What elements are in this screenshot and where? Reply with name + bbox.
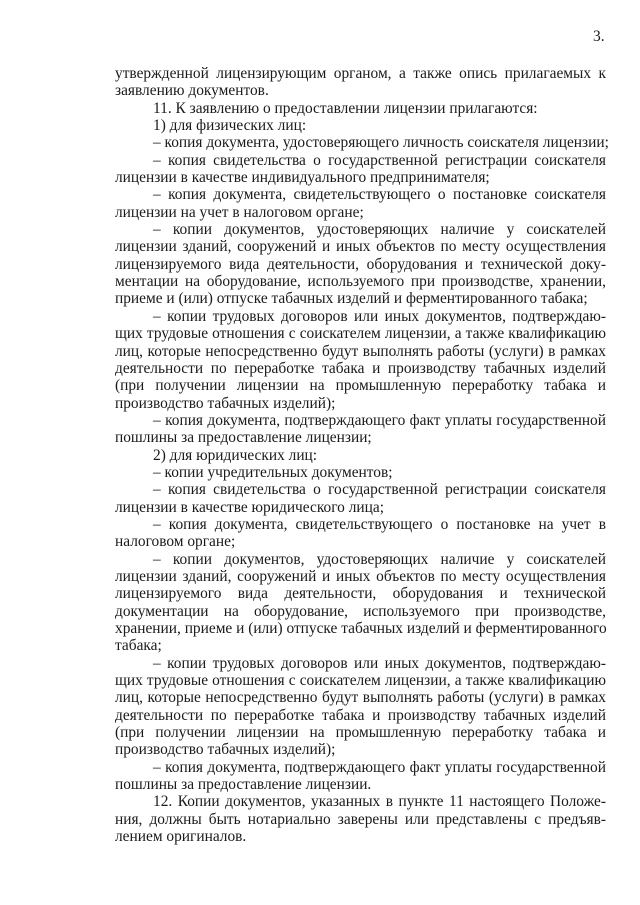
paragraph [115,464,606,481]
text-line: заявлению документов. [115,82,269,100]
text-line: 11. К заявлению о предоставлении лицензии прилагаются: [153,99,538,117]
text-line: – копии трудовых договоров или иных документов, подтверждаю- [153,307,606,325]
paragraph [115,100,606,117]
text-line: лицензии зданий, сооружений и иных объектов по месту осуществления [115,567,606,585]
paragraph [115,412,606,447]
text-line: деятельности по переработке табака и производству табачных изделий [115,359,606,377]
document-body [115,65,609,846]
text-line: приеме и (или) отпуске табачных изделий и ферментированного табака; [115,290,588,308]
text-line: 2) для юридических лиц: [153,446,318,464]
text-line: производство табачных изделий); [115,741,336,759]
text-line: – копия свидетельства о государственной регистрации соискателя [153,481,606,499]
text-line: щих трудовые отношения с соискателем лицензии, а также квалификацию [115,672,606,690]
paragraph [115,117,606,134]
paragraph [115,186,606,221]
paragraph [115,759,606,794]
text-line: (при получении лицензии на промышленную переработку табака и [115,377,606,395]
text-line: лением оригиналов. [115,828,247,846]
page-number: 3. [593,28,605,45]
text-line: – копия документа, подтверждающего факт уплаты государственной [153,758,606,776]
text-line: – копии учредительных документов; [153,463,393,481]
text-line: лицензии в качестве индивидуального предпринимателя; [115,169,490,187]
text-line: лицензии зданий, сооружений и иных объектов по месту осуществления [115,238,606,256]
text-line: лицензируемого вида деятельности, оборудования и технической доку- [115,255,606,273]
text-line: – копии документов, удостоверяющих наличие у соискателей [153,550,606,568]
paragraph [115,481,606,516]
paragraph [115,447,606,464]
text-line: (при получении лицензии на промышленную переработку табака и [115,724,606,742]
text-line: деятельности по переработке табака и производству табачных изделий [115,706,606,724]
paragraph [115,65,606,100]
paragraph [115,551,606,655]
text-line: 1) для физических лиц: [153,117,307,135]
text-line: – копия свидетельства о государственной регистрации соискателя [153,151,606,169]
text-line: лицензии в качестве юридического лица; [115,498,384,516]
text-line: лицензии на учет в налоговом органе; [115,203,364,221]
text-line: – копия документа, свидетельствующего о постановке соискателя [153,186,606,204]
paragraph [115,308,606,412]
text-line: табака; [115,637,162,655]
paragraph [115,221,606,308]
paragraph [115,152,606,187]
paragraph [115,793,606,845]
text-line: – копии трудовых договоров или иных документов, подтверждаю- [153,654,606,672]
text-line: производство табачных изделий); [115,394,336,412]
text-line: лиц, которые непосредственно будут выполнять работы (услуги) в рамках [115,689,606,707]
text-line: утвержденной лицензирующим органом, а также опись прилагаемых к [115,65,606,82]
text-line: ния, должны быть нотариально заверены или представлены с предъяв- [115,810,606,828]
paragraph [115,134,609,152]
text-line: лицензируемого вида деятельности, оборудования и технической [115,585,606,603]
text-line: пошлины за предоставление лицензии. [115,776,372,794]
paragraph [115,655,606,759]
text-line: 12. Копии документов, указанных в пункте 11 настоящего Положе- [153,793,606,811]
text-line: – копия документа, свидетельствующего о постановке на учет в [153,515,606,533]
text-line: пошлины за предоставление лицензии; [115,429,372,447]
text-line: – копия документа, удостоверяющего личность соискателя лицензии; [153,134,609,152]
text-line: – копии документов, удостоверяющих наличие у соискателей [153,221,606,239]
text-line: хранении, приеме и (или) отпуске табачных изделий и ферментированного [115,620,607,637]
paragraph [115,516,606,551]
text-line: документации на оборудование, используемого при производстве, [115,602,606,620]
text-line: лиц, которые непосредственно будут выполнять работы (услуги) в рамках [115,342,606,360]
text-line: налоговом органе; [115,533,236,551]
text-line: щих трудовые отношения с соискателем лицензии, а также квалификацию [115,325,606,343]
text-line: – копия документа, подтверждающего факт уплаты государственной [153,411,606,429]
text-line: ментации на оборудование, используемого при производстве, хранении, [115,273,606,291]
